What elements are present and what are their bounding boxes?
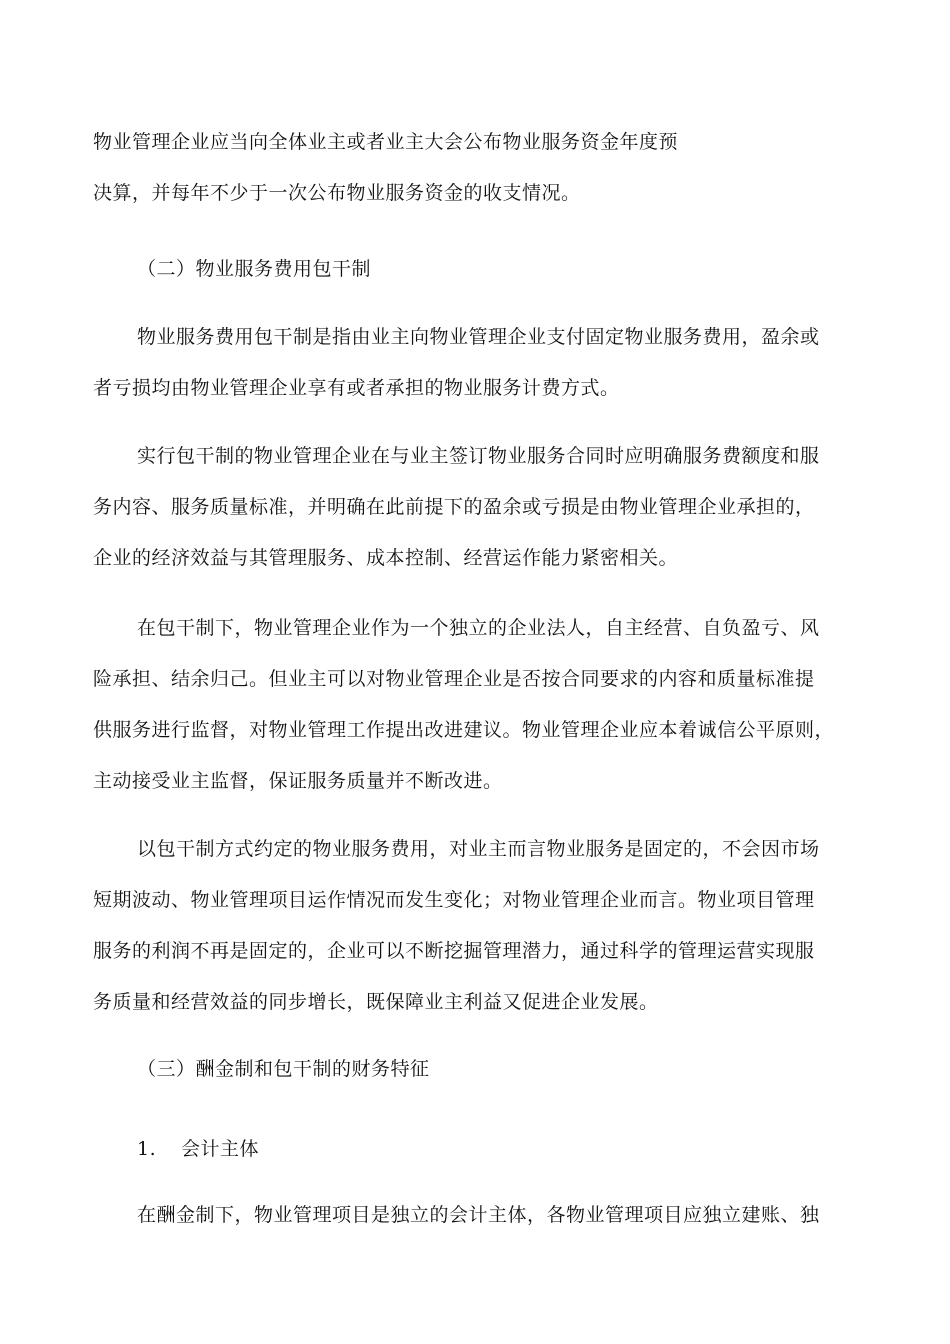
paragraph-line: 物业服务费用包干制是指由业主向物业管理企业支付固定物业服务费用，盈余或	[137, 326, 820, 348]
paragraph-line: 实行包干制的物业管理企业在与业主签订物业服务合同时应明确服务费额度和服	[137, 445, 820, 467]
paragraph-line: 务质量和经营效益的同步增长，既保障业主利益又促进企业发展。	[93, 991, 659, 1013]
numbered-item	[137, 1137, 259, 1161]
paragraph-line: 在包干制下，物业管理企业作为一个独立的企业法人，自主经营、自负盈亏、风	[137, 617, 820, 639]
paragraph-line: 短期波动、物业管理项目运作情况而发生变化；对物业管理企业而言。物业项目管理	[93, 889, 815, 911]
paragraph-line: 险承担、结余归己。但业主可以对物业管理企业是否按合同要求的内容和质量标准提	[93, 668, 815, 690]
paragraph-line: 者亏损均由物业管理企业享有或者承担的物业服务计费方式。	[93, 377, 620, 399]
paragraph-line: 以包干制方式约定的物业服务费用，对业主而言物业服务是固定的，不会因市场	[137, 838, 820, 860]
paragraph-line: 服务的利润不再是固定的，企业可以不断挖掘管理潜力，通过科学的管理运营实现服	[93, 940, 815, 962]
paragraph-line: 企业的经济效益与其管理服务、成本控制、经营运作能力紧密相关。	[93, 547, 679, 569]
paragraph-line: 物业管理企业应当向全体业主或者业主大会公布物业服务资金年度预	[93, 131, 679, 153]
item-label: 会计主体	[181, 1138, 260, 1160]
paragraph-line: 主动接受业主监督，保证服务质量并不断改进。	[93, 770, 503, 792]
paragraph-line: 供服务进行监督，对物业管理工作提出改进建议。物业管理企业应本着诚信公平原则，	[93, 719, 835, 741]
item-number: 1.	[137, 1138, 157, 1160]
paragraph-line: 决算，并每年不少于一次公布物业服务资金的收支情况。	[93, 182, 581, 204]
paragraph-line: 务内容、服务质量标准，并明确在此前提下的盈余或亏损是由物业管理企业承担的，	[93, 496, 815, 518]
section-heading: （二）物业服务费用包干制	[137, 258, 372, 280]
section-heading: （三）酬金制和包干制的财务特征	[137, 1058, 430, 1080]
paragraph-line: 在酬金制下，物业管理项目是独立的会计主体，各物业管理项目应独立建账、独	[137, 1204, 820, 1226]
